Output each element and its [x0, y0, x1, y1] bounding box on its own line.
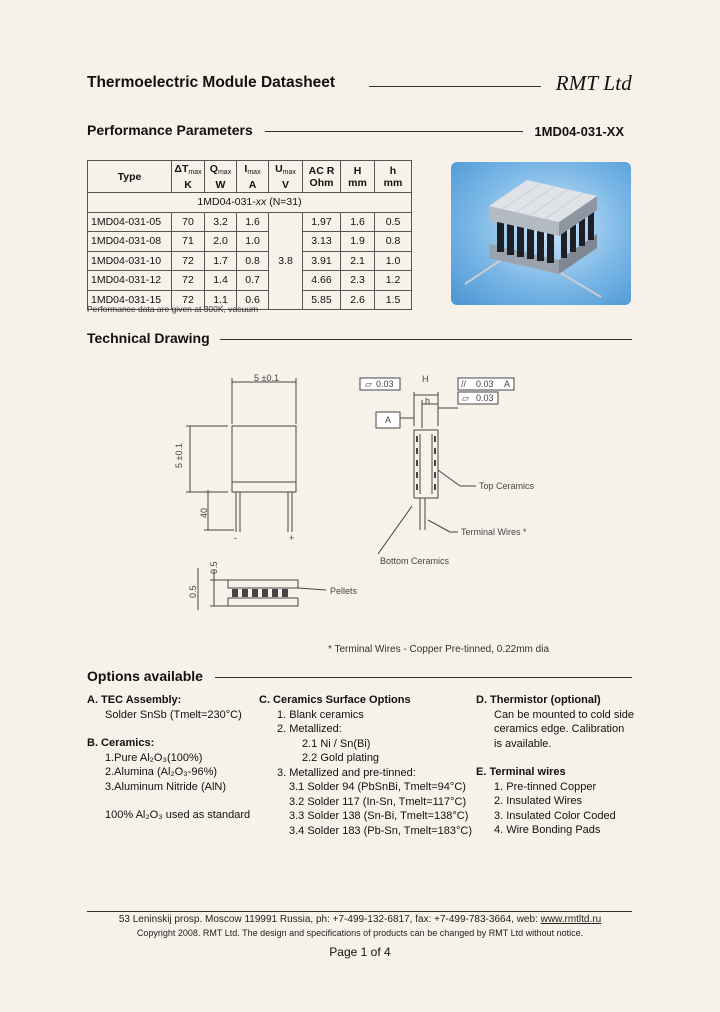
list-item: 2.1 Ni / Sn(Bi) [302, 737, 371, 750]
cell-q: 1.4 [205, 271, 237, 291]
cell-h: 1.5 [375, 290, 412, 310]
list-item: 3.4 Solder 183 (Pb-Sn, Tmelt=183°C) [289, 824, 473, 837]
cell-type: 1MD04-031-15 [88, 290, 172, 310]
option-c [259, 693, 472, 838]
list-item: Solder SnSb (Tmelt=230°C) [105, 708, 242, 721]
col-imax: $I_{max}$ A [237, 161, 269, 193]
technical-drawing [150, 360, 570, 640]
pin-plus: + [289, 533, 295, 543]
table-header-row [88, 161, 412, 193]
option-e [476, 765, 616, 838]
module-illustration [451, 162, 631, 305]
list-item: 3.3 Solder 138 (Sn-Bi, Tmelt=138°C) [289, 810, 469, 822]
flatness-icon: ⏥ [365, 379, 372, 389]
cell-h: 0.8 [375, 232, 412, 252]
dim-ceramic-1: 0.5 [188, 585, 198, 598]
table-row [88, 212, 412, 232]
parallel-icon: // [461, 379, 467, 389]
flatness-tolerance: 0.03 [376, 379, 394, 389]
footer-copyright: Copyright 2008. RMT Ltd. The design and specifications of products can be changed by RMT Ltd without notice. [136, 928, 584, 938]
performance-table [87, 160, 412, 310]
col-umax: $U_{max}$ V [269, 161, 303, 193]
website-link[interactable]: www.rmtltd.ru [540, 914, 602, 925]
label-bottom-ceramics: Bottom Ceramics [380, 556, 450, 566]
brand-logo: RMT Ltd [555, 71, 632, 95]
label-pellets: Pellets [330, 586, 358, 596]
drawing-heading: Technical Drawing [87, 330, 210, 346]
list-item: 2. Insulated Wires [494, 795, 583, 807]
cell-dt: 72 [172, 271, 205, 291]
option-c-title: C. Ceramics Surface Options [259, 694, 411, 706]
datum-box: A [385, 415, 392, 425]
page-number: Page 1 of 4 [329, 945, 391, 959]
performance-note: Performance data are given at 300K, vacuum [87, 304, 259, 314]
list-item: 1.Pure Al₂O₃(100%) [105, 751, 203, 764]
list-item: 3. Insulated Color Coded [494, 809, 616, 822]
list-item: 3.2 Solder 117 (In-Sn, Tmelt=117°C) [289, 795, 467, 808]
dim-ceramic-2: 0.5 [209, 561, 219, 574]
address-text: 53 Leninskij prosp. Moscow 119991 Russia, ph: +7-499-132-6817, fax: +7-499-783-3664, web: [118, 914, 541, 925]
cell-i: 1.6 [237, 212, 269, 232]
label-top-ceramics: Top Ceramics [479, 481, 535, 491]
options-divider [215, 677, 632, 678]
group-row [88, 193, 412, 213]
flatness-tolerance-2: 0.03 [476, 393, 494, 403]
option-b [87, 736, 250, 823]
label-terminal-wires: Terminal Wires * [461, 527, 527, 537]
footer-address [0, 914, 720, 925]
parallel-tolerance: 0.03 [476, 379, 494, 389]
cell-q: 3.2 [205, 212, 237, 232]
option-a-title: A. TEC Assembly: [87, 694, 182, 706]
cell-dt: 70 [172, 212, 205, 232]
table-row [88, 251, 412, 271]
option-d [476, 693, 634, 751]
cell-q: 1.7 [205, 251, 237, 271]
col-type: Type [88, 161, 172, 193]
product-photo [451, 162, 631, 305]
option-d-title: D. Thermistor (optional) [476, 694, 601, 706]
col-acr: AC R Ohm [303, 161, 341, 193]
dim-H: H [422, 374, 429, 384]
performance-divider [265, 131, 523, 132]
option-a [87, 693, 242, 722]
cell-H: 1.9 [341, 232, 375, 252]
col-dtmax: $\Delta T_{max}$ K [172, 161, 205, 193]
footer-divider [87, 911, 632, 912]
group-label: 1MD04-031-xx (N=31) [88, 193, 412, 213]
document-title: Thermoelectric Module Datasheet [87, 74, 336, 91]
cell-type: 1MD04-031-05 [88, 212, 172, 232]
cell-type: 1MD04-031-12 [88, 271, 172, 291]
list-item: Can be mounted to cold side [494, 708, 635, 721]
cell-h: 1.0 [375, 251, 412, 271]
list-item: 3. Metallized and pre-tinned: [277, 766, 416, 779]
option-b-title: B. Ceramics: [87, 737, 155, 749]
cell-acr: 3.13 [303, 232, 341, 252]
cell-h: 1.2 [375, 271, 412, 291]
option-e-title: E. Terminal wires [476, 766, 566, 778]
list-item: 3.Aluminum Nitride (AlN) [105, 780, 227, 793]
col-h: h mm [375, 161, 412, 193]
cell-acr: 1.97 [303, 212, 341, 232]
cell-q: 2.0 [205, 232, 237, 252]
dim-h: h [425, 396, 431, 406]
cell-H: 2.3 [341, 271, 375, 291]
col-H: H mm [341, 161, 375, 193]
model-code: 1MD04-031-XX [534, 124, 624, 139]
cell-type: 1MD04-031-10 [88, 251, 172, 271]
datum-ref: A [504, 379, 511, 389]
performance-heading: Performance Parameters [87, 122, 253, 138]
list-item: ceramics edge. Calibration [494, 723, 625, 735]
pin-minus: - [234, 533, 237, 543]
list-item: is available. [494, 737, 552, 750]
list-item: 2.Alumina (Al₂O₃-96%) [105, 766, 218, 778]
cell-acr: 3.91 [303, 251, 341, 271]
cell-dt: 71 [172, 232, 205, 252]
cell-acr: 4.66 [303, 271, 341, 291]
cell-H: 1.6 [341, 212, 375, 232]
list-item: 1. Blank ceramics [277, 708, 364, 721]
cell-H: 2.1 [341, 251, 375, 271]
cell-type: 1MD04-031-08 [88, 232, 172, 252]
cell-dt: 72 [172, 290, 205, 310]
cell-i: 0.6 [237, 290, 269, 310]
col-qmax: $Q_{max}$ W [205, 161, 237, 193]
cell-i: 1.0 [237, 232, 269, 252]
cell-dt: 72 [172, 251, 205, 271]
list-item: 2. Metallized: [277, 723, 342, 735]
cell-i: 0.8 [237, 251, 269, 271]
drawing-divider [220, 339, 632, 340]
list-item: 3.1 Solder 94 (PbSnBi, Tmelt=94°C) [289, 781, 466, 793]
cell-q: 1.1 [205, 290, 237, 310]
table-row [88, 271, 412, 291]
list-item: 100% Al₂O₃ used as standard [105, 809, 251, 821]
flatness-icon-2: ⏥ [462, 393, 469, 403]
cell-h: 0.5 [375, 212, 412, 232]
header [87, 71, 632, 96]
title-divider [369, 86, 541, 87]
list-item: 2.2 Gold plating [302, 752, 380, 764]
list-item: 1. Pre-tinned Copper [494, 780, 597, 793]
list-item: 4. Wire Bonding Pads [494, 824, 601, 836]
cell-acr: 5.85 [303, 290, 341, 310]
drawing-footnote: * Terminal Wires - Copper Pre-tinned, 0.22mm dia [328, 644, 550, 655]
dim-width: 5 ±0.1 [254, 373, 279, 383]
table-row [88, 232, 412, 252]
options-heading: Options available [87, 668, 203, 684]
dim-height: 5 ±0.1 [174, 443, 184, 468]
cell-umax-shared: 3.8 [269, 212, 303, 310]
cell-H: 2.6 [341, 290, 375, 310]
dim-wire-length: 40 [199, 507, 209, 518]
cell-i: 0.7 [237, 271, 269, 291]
